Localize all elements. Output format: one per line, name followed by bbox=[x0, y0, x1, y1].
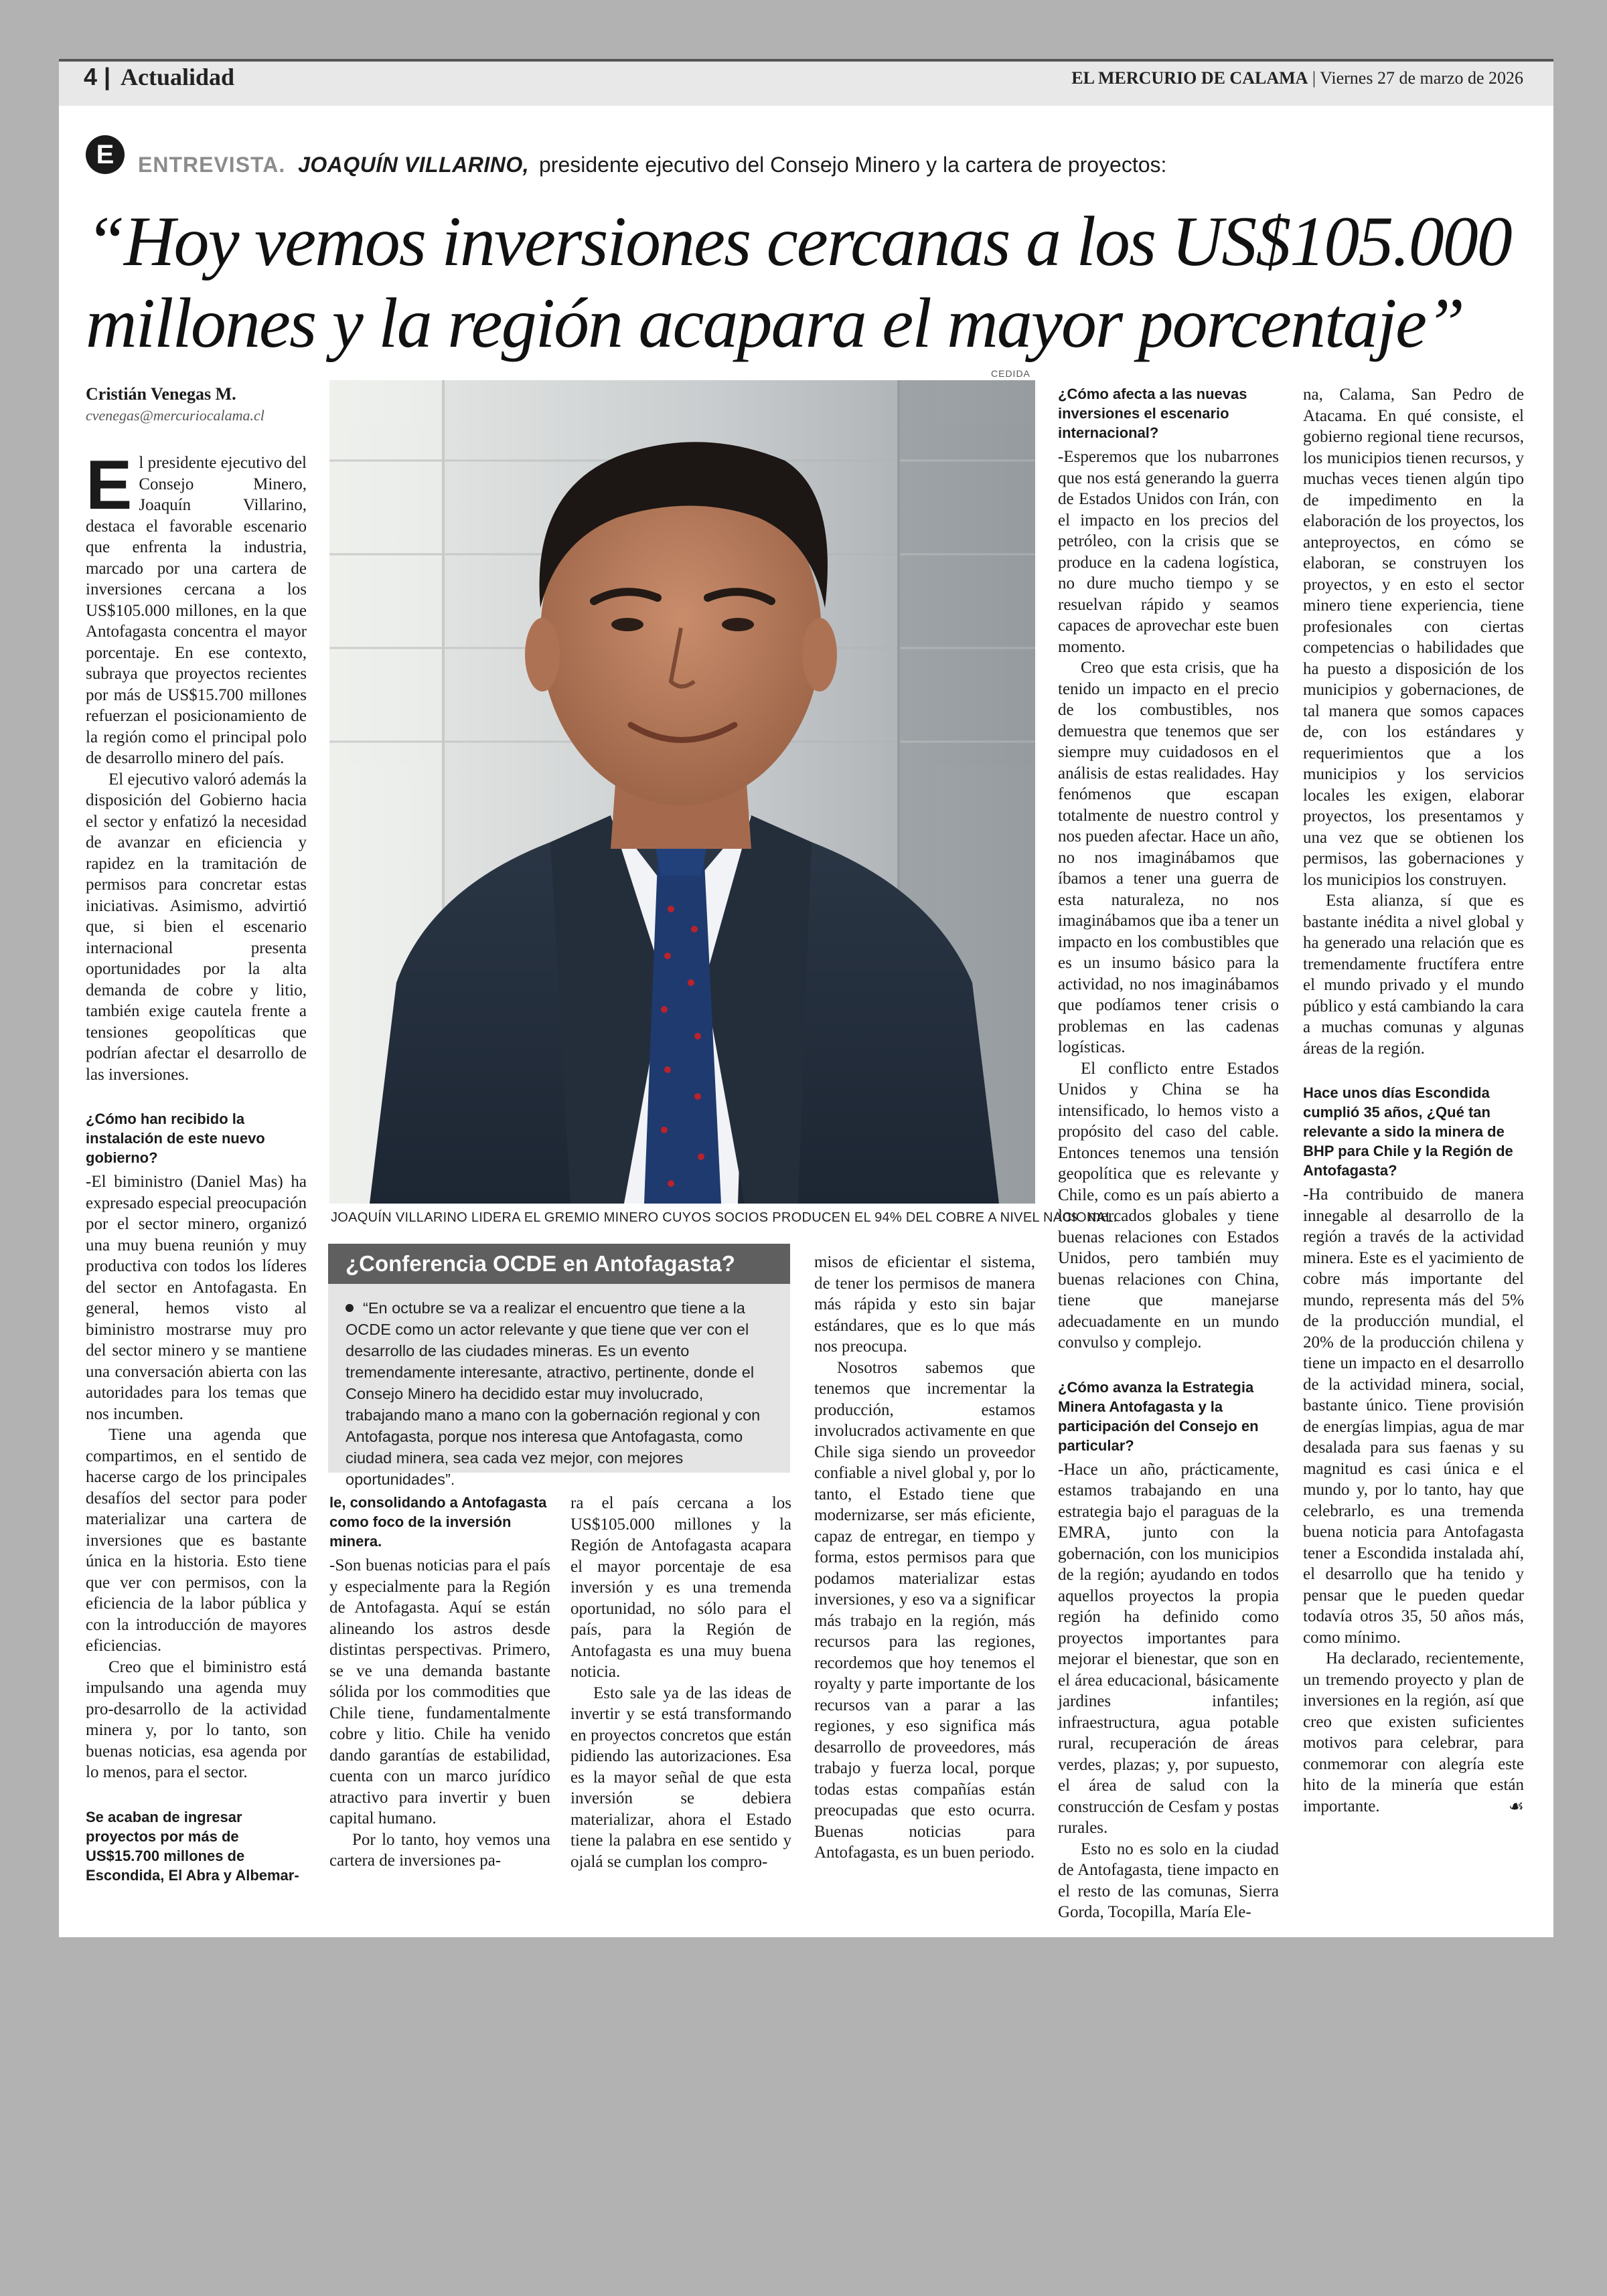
bullet-icon bbox=[346, 1304, 354, 1312]
kicker-label: ENTREVISTA. bbox=[138, 153, 286, 177]
kicker bbox=[138, 153, 1166, 177]
byline: Cristián Venegas M. bbox=[86, 384, 236, 404]
column-5 bbox=[1058, 384, 1279, 1923]
paragraph: El ejecutivo valoró además la disposición del Gobierno hacia el sector y enfatizó la necesidad de avanzar en eficiencia y rapidez en la tramitación de permisos para concretar estas iniciativas. Asimismo, advirtió que, si bien el escenario internacional presenta oportunidades por la alta demanda de cobre y litio, también exige cautela frente a tensiones geopolíticas que podrían afectar el desarrollo de las inversiones. bbox=[86, 770, 307, 1084]
paragraph: Nosotros sabemos que tenemos que incrementar la producción, estamos involucrados activamente en que Chile siga siendo un proveedor confiable a nivel global y, por lo tanto, el Estado tiene que modernizarse, ser más eficiente, capaz de entregar, en tiempo y forma, estos permisos para que podamos materializar estas inversiones, y eso va a significar más trabajo en la región, más recursos para las regiones, recordemos que hoy tenemos el royalty y parte importante de los recursos van a parar a las regiones, y eso significa más desarrollo de proveedores, más trabajo y fuerza local, porque todas estas compañías están preocupadas que esto ocurra. Buenas noticias para Antofagasta, es un buen periodo. bbox=[814, 1358, 1035, 1862]
question-continued: le, consolidando a Antofagasta como foco de la inversión minera. bbox=[329, 1494, 547, 1550]
paragraph: Por lo tanto, hoy vemos una cartera de inversiones pa- bbox=[329, 1830, 550, 1870]
question: Se acaban de ingresar proyectos por más de US$15.700 millones de Escondida, El Abra y Albemar- bbox=[86, 1808, 299, 1884]
sidebar-body bbox=[346, 1297, 774, 1490]
answer: -Son buenas noticias para el país y especialmente para la Región de Antofagasta. Aquí se están alineando los astros desde distintas perspectivas. Primero, se ve una demanda bastante sólida por los commodities que Chile tiene, fundamentalmente cobre y litio. Chile ha venido dando garantías de estabilidad, cuenta con un marco jurídico atractivo para invertir y buen capital humano. bbox=[329, 1556, 550, 1827]
lead-text: l presidente ejecutivo del Consejo Minero, Joaquín Villarino, destaca el favorable escenario que enfrenta la industria, marcado por una cartera de inversiones cercana a los US$105.000 millones, en la que Antofagasta concentra el mayor porcentaje. En ese contexto, subraya que proyectos recientes por más de US$15.700 millones refuerzan el posicionamiento de la región como el principal polo de desarrollo minero del país. bbox=[86, 454, 307, 767]
lead-paragraph bbox=[86, 446, 307, 769]
column-6 bbox=[1303, 384, 1524, 1817]
paragraph: Tiene una agenda que compartimos, en el sentido de hacerse cargo de los principales desafíos del sector para poder materializar una cartera de inversiones que es bastante única en la historia. Esto tiene que ver con permisos, con la eficiencia de la labor pública y con la introducción de mayores eficiencias. bbox=[86, 1426, 307, 1655]
question: ¿Cómo afecta a las nuevas inversiones el escenario internacional? bbox=[1058, 386, 1247, 441]
publication-name: EL MERCURIO DE CALAMA bbox=[1071, 68, 1308, 88]
interview-badge: E bbox=[86, 135, 125, 174]
question: Hace unos días Escondida cumplió 35 años, ¿Qué tan relevante a sido la minera de BHP para Chile y la Región de Antofagasta? bbox=[1303, 1084, 1513, 1179]
headline bbox=[86, 201, 1525, 364]
paragraph: misos de eficientar el sistema, de tener los permisos de manera más rápida y esto sin bajar estándares, que es lo que más nos preocupa. bbox=[814, 1253, 1035, 1356]
drop-cap: E bbox=[86, 446, 133, 524]
answer: -El biministro (Daniel Mas) ha expresado especial preocupación por el sector minero, organizó una muy buena reunión y muy productiva con todos los líderes del sector en Antofagasta. En general, hemos visto al biministro mostrarse muy pro del sector minero y se mantiene una conversación abierta con las autoridades para los temas que nos incumben. bbox=[86, 1173, 307, 1423]
column-1 bbox=[86, 446, 307, 1889]
paragraph bbox=[1303, 1648, 1524, 1817]
answer: -Ha contribuido de manera innegable al desarrollo de la región a través de la actividad minera. Este es el yacimiento de cobre más importante del mundo, representa más del 5% de la producción mundial, el 20% de la producción chilena y tiene un impacto en el desarrollo de la actividad minera, social, bastante único. Tiene provisión de energías limpias, agua de mar desalada para sus faenas y su magnitud es casi única e el mundo y, por lo tanto, hay que celebrarlo, es una tremenda buena noticia para Antofagasta tener a Escondida instalada ahí, el desarrollo que ha tenido y pensar que le pueden quedar todavía otros 35, 50 años más, como mínimo. bbox=[1303, 1185, 1524, 1647]
kicker-role: presidente ejecutivo del Consejo Minero y la cartera de proyectos: bbox=[539, 153, 1167, 177]
question: ¿Cómo avanza la Estrategia Minera Antofagasta y la participación del Consejo en particular? bbox=[1058, 1378, 1259, 1454]
headline-line-1: “Hoy vemos inversiones cercanas a los US$105.000 bbox=[86, 202, 1511, 280]
paragraph: Esto sale ya de las ideas de invertir y se está transformando en proyectos concretos que están pidiendo las autorizaciones. Esa es la mayor señal de que esta inversión se debiera materializar, ahora el Estado tiene la palabra en ese sentido y ojalá se cumplan los compro- bbox=[570, 1684, 791, 1871]
paragraph: Esta alianza, sí que es bastante inédita a nivel global y ha generado una relación que es tremendamente fructífera entre el mundo privado y el mundo público y está cambiando la cara a muchas comunas y algunas áreas de la región. bbox=[1303, 892, 1524, 1058]
date-text: | Viernes 27 de marzo de 2026 bbox=[1308, 68, 1523, 88]
paragraph: El conflicto entre Estados Unidos y China se ha intensificado, lo hemos visto a propósito del caso del cable. Entonces tenemos una tensión geopolítica que es relevante y Chile, como es un país abierto a los mercados globales y tiene buenas relaciones con Estados Unidos, pero también muy buenas relaciones con China, tiene que manejarse adecuadamente en un mundo convulso y complejo. bbox=[1058, 1059, 1279, 1351]
portrait-illustration bbox=[329, 380, 1035, 1204]
answer: -Hace un año, prácticamente, estamos trabajando en una estrategia bajo el paraguas de la EMRA, junto con la gobernación, con los municipios de la región; ayudando en todos aquellos proyectos la propia región ha definido como proyectos importantes para mejorar el bienestar, que son en el área educacional, básicamente jardines infantiles; infraestructura, agua potable rural, recuperación de áreas verdes, plazas; y, por supuesto, el área de salud con la construcción de Cesfam y postas rurales. bbox=[1058, 1460, 1279, 1837]
paragraph: na, Calama, San Pedro de Atacama. En qué consiste, el gobierno regional tiene recursos, los municipios tienen recursos, y muchas veces tienen algún tipo de impedimento en la elaboración de los proyectos, los anteproyectos, en cómo se elaboran, se construyen los proyectos, y en esto el sector minero tiene experiencia, tiene profesionales con ciertas competencias o habilidades que ha puesto a disposición de los municipios y gobernaciones, de tal manera que somos capaces de, con los estándares y requerimientos que a los municipios y los servicios locales les exigen, elaborar proyectos, los presentamos y una vez que se obtienen los permisos, las gobernaciones y los municipios los construyen. bbox=[1303, 386, 1524, 889]
sidebar-title: ¿Conferencia OCDE en Antofagasta? bbox=[328, 1244, 790, 1284]
portrait-photo bbox=[329, 380, 1035, 1204]
oecd-sidebar bbox=[328, 1244, 790, 1488]
sidebar-text: “En octubre se va a realizar el encuentro que tiene a la OCDE como un actor relevante y que tiene que ver con el desarrollo de las ciudades mineras. Es un evento tremendamente interesante, atractivo, pertinente, donde el Consejo Minero ha decidido estar muy involucrado, trabajando mano a mano con la gobernación regional y con Antofagasta, porque nos interesa que Antofagasta, como ciudad minera, sea cada vez mejor, con mejores oportunidades”. bbox=[346, 1299, 761, 1488]
column-2 bbox=[329, 1493, 550, 1872]
section-name: Actualidad bbox=[121, 64, 235, 90]
author-email[interactable]: cvenegas@mercuriocalama.cl bbox=[86, 407, 264, 424]
paragraph: Esto no es solo en la ciudad de Antofagasta, tiene impacto en el resto de las comunas, Sierra Gorda, Tocopilla, María Ele- bbox=[1058, 1839, 1279, 1921]
headline-line-2: millones y la región acapara el mayor porcentaje” bbox=[86, 284, 1464, 362]
closing-text: Ha declarado, recientemente, un tremendo proyecto y plan de inversiones en la región, así que creo que existen suficientes motivos para celebrar, para conmemorar con alegría este hito de la minería que están importante. bbox=[1303, 1649, 1524, 1815]
column-3 bbox=[570, 1493, 791, 1872]
publication-date bbox=[1071, 68, 1523, 88]
photo-credit: CEDIDA bbox=[991, 368, 1030, 379]
question: ¿Cómo han recibido la instalación de este nuevo gobierno? bbox=[86, 1111, 265, 1166]
kicker-name: JOAQUÍN VILLARINO, bbox=[298, 153, 530, 177]
end-mark-icon: ☙ bbox=[1508, 1795, 1524, 1816]
paragraph: Creo que esta crisis, que ha tenido un impacto en el precio de los combustibles, nos demuestra que tenemos que ser siempre muy cuidadosos en el análisis de estas realidades. Hay fenómenos que escapan totalmente de nuestro control y nos pueden afectar. Hace un año, no nos imaginábamos que íbamos a tener una guerra de esta naturaleza, no nos imaginábamos que iba a tener un impacto en los combustibles que es un insumo básico para la actividad, no nos imaginábamos que podíamos tener crisis o problemas en las cadenas logísticas. bbox=[1058, 659, 1279, 1056]
answer: -Esperemos que los nubarrones que nos está generando la guerra de Estados Unidos con Irán, con el impacto en los precios del petróleo, con la crisis que se produce en la cadena logística, no dure mucho tiempo y se resuelvan rápido y seamos capaces de aprovechar este buen momento. bbox=[1058, 448, 1279, 656]
page-number: 4 | bbox=[84, 63, 111, 90]
paragraph: ra el país cercana a los US$105.000 millones y la Región de Antofagasta acapara el mayor porcentaje de esa inversión y es una tremenda oportunidad, no sólo para el país, para la Región de Antofagasta es una muy buena noticia. bbox=[570, 1494, 791, 1681]
photo-caption: JOAQUÍN VILLARINO LIDERA EL GREMIO MINERO CUYOS SOCIOS PRODUCEN EL 94% DEL COBRE A NIVEL NACIONAL. bbox=[331, 1210, 1118, 1225]
paragraph: Creo que el biministro está impulsando una agenda muy pro-desarrollo de la actividad minera y, por lo tanto, son buenas noticias, esa agenda por lo menos, para el sector. bbox=[86, 1657, 307, 1781]
column-4 bbox=[814, 1252, 1035, 1864]
